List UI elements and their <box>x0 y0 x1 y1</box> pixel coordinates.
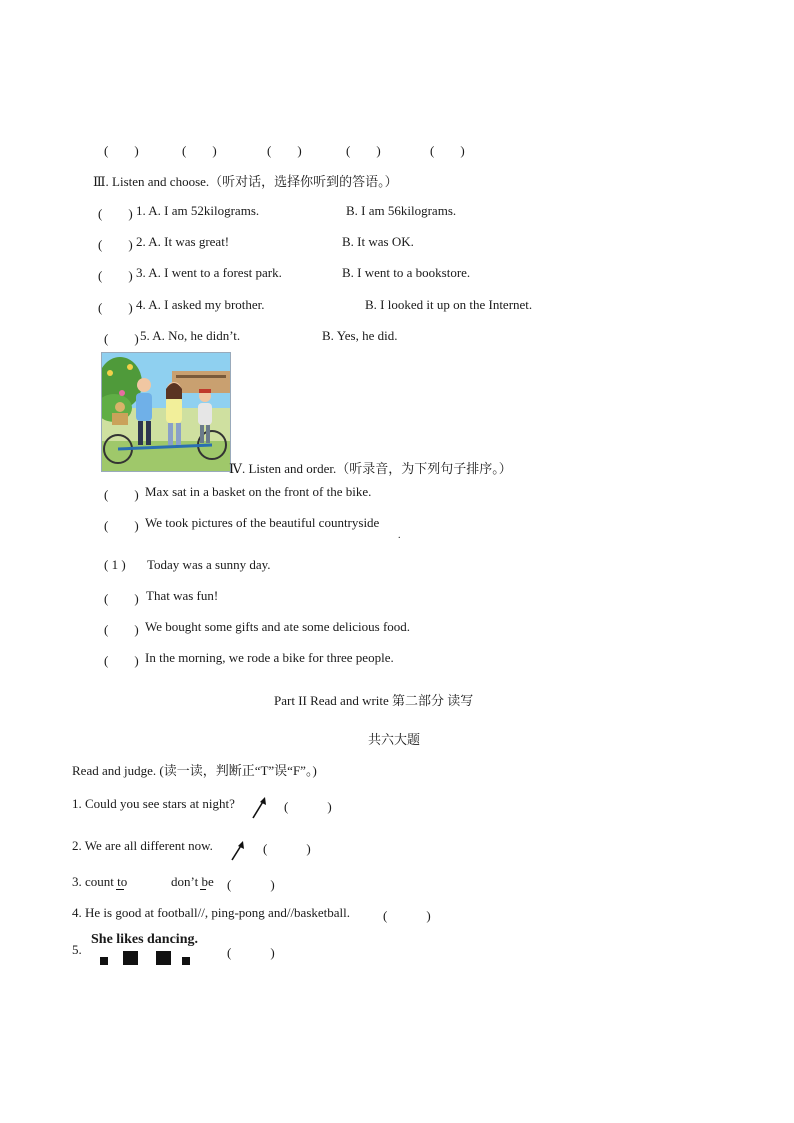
judge-item2-paren[interactable]: ( ) <box>263 841 311 856</box>
section4-title: Ⅳ. Listen and order.（听录音，为下列句子排序。） <box>229 461 512 476</box>
s3-q5-paren[interactable]: ( ) <box>104 331 139 346</box>
s3-q3-paren[interactable]: ( ) <box>98 268 133 283</box>
rising-intonation-arrow-icon <box>229 840 247 862</box>
top-paren-1[interactable]: ( ) <box>104 143 139 158</box>
top-paren-5[interactable]: ( ) <box>430 143 465 158</box>
s3-q3-option-b: B. I went to a bookstore. <box>342 265 471 280</box>
s3-q5-option-b: B. Yes, he did. <box>322 328 398 343</box>
stress-mark-weak <box>182 957 190 965</box>
judge-item4-paren[interactable]: ( ) <box>383 908 431 923</box>
s4-item2-text: We took pictures of the beautiful countryside <box>145 515 380 530</box>
liaison-mark-1 <box>116 889 124 890</box>
top-paren-2[interactable]: ( ) <box>182 143 217 158</box>
judge-item5-paren[interactable]: ( ) <box>227 945 275 960</box>
stress-mark-strong <box>123 951 138 965</box>
top-paren-3[interactable]: ( ) <box>267 143 302 158</box>
s4-item3-paren[interactable]: ( 1 ) <box>104 557 126 572</box>
s3-q1-paren[interactable]: ( ) <box>98 206 133 221</box>
s3-q5-option-a: 5. A. No, he didn’t. <box>140 328 241 343</box>
s4-item1-paren[interactable]: ( ) <box>104 487 139 502</box>
judge-item5-sentence: She likes dancing. <box>91 932 198 947</box>
s4-item5-text: We bought some gifts and ate some delicious food. <box>145 619 411 634</box>
s4-item1-text: Max sat in a basket on the front of the bike. <box>145 484 372 499</box>
s3-q4-option-b: B. I looked it up on the Internet. <box>365 297 533 312</box>
s3-q4-option-a: 4. A. I asked my brother. <box>136 297 265 312</box>
judge-item1-paren[interactable]: ( ) <box>284 799 332 814</box>
s3-q2-option-b: B. It was OK. <box>342 234 414 249</box>
part2-heading: Part II Read and write 第二部分 读写 <box>274 693 474 708</box>
judge-item3-text-b: don’t be <box>171 874 214 889</box>
s3-q1-option-a: 1. A. I am 52kilograms. <box>136 203 260 218</box>
judge-item3-text-a: 3. count to <box>72 874 128 889</box>
stress-mark-weak <box>100 957 108 965</box>
s4-item6-text: In the morning, we rode a bike for three people. <box>145 650 394 665</box>
s4-item4-paren[interactable]: ( ) <box>104 591 139 606</box>
liaison-mark-2 <box>200 889 206 890</box>
stress-mark-strong <box>156 951 171 965</box>
top-paren-4[interactable]: ( ) <box>346 143 381 158</box>
tandem-bike-picture <box>101 352 231 472</box>
s4-item5-paren[interactable]: ( ) <box>104 622 139 637</box>
s3-q4-paren[interactable]: ( ) <box>98 300 133 315</box>
judge-item5-number: 5. <box>72 942 82 957</box>
s4-item3-text: Today was a sunny day. <box>147 557 271 572</box>
judge-title: Read and judge. (读一读，判断正“T”误“F”。) <box>72 763 317 778</box>
s4-item6-paren[interactable]: ( ) <box>104 653 139 668</box>
part2-subheading: 共六大题 <box>368 732 421 747</box>
s4-item4-text: That was fun! <box>146 588 219 603</box>
judge-item1-text: 1. Could you see stars at night? <box>72 796 235 811</box>
s3-q2-paren[interactable]: ( ) <box>98 237 133 252</box>
judge-item3-paren[interactable]: ( ) <box>227 877 275 892</box>
judge-item2-text: 2. We are all different now. <box>72 838 213 853</box>
section3-title: Ⅲ. Listen and choose.（听对话，选择你听到的答语。） <box>93 174 398 189</box>
stray-dot: . <box>398 530 401 541</box>
s3-q3-option-a: 3. A. I went to a forest park. <box>136 265 282 280</box>
s3-q2-option-a: 2. A. It was great! <box>136 234 230 249</box>
s3-q1-option-b: B. I am 56kilograms. <box>346 203 457 218</box>
judge-item4-text: 4. He is good at football//, ping-pong and//basketball. <box>72 905 351 920</box>
rising-intonation-arrow-icon <box>250 796 268 820</box>
s4-item2-paren[interactable]: ( ) <box>104 518 139 533</box>
